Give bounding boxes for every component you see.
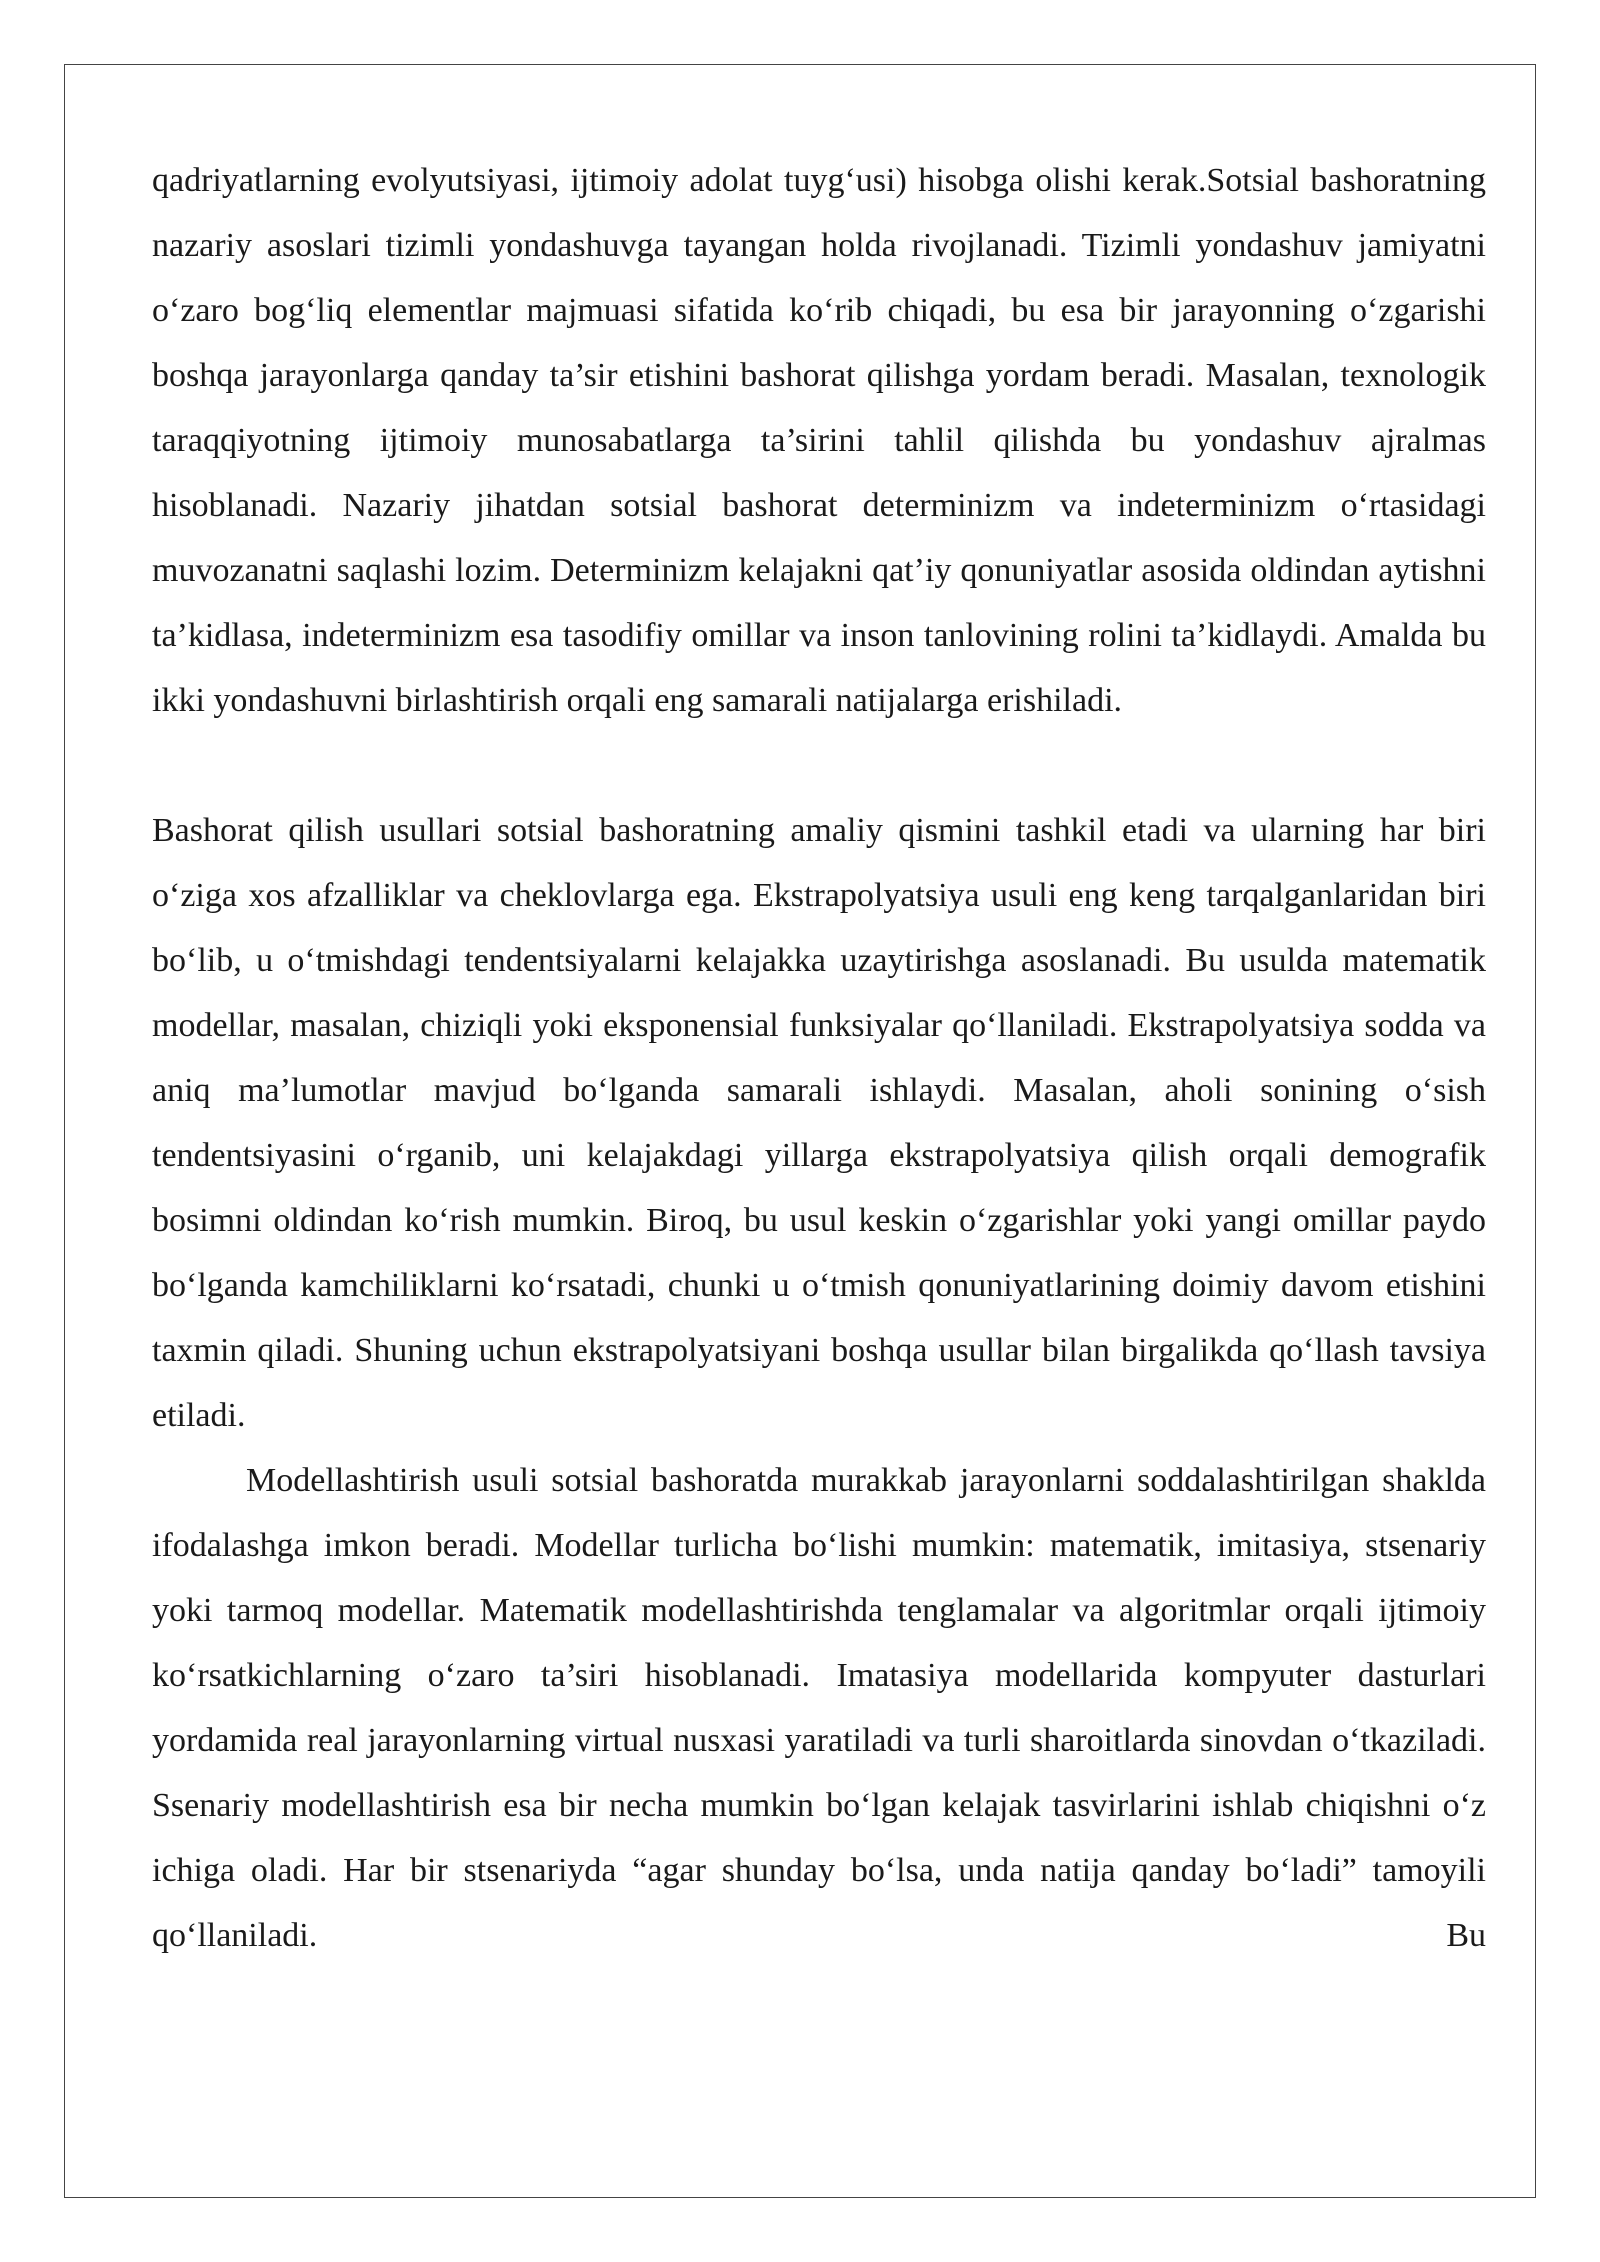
document-body bbox=[152, 148, 1486, 1968]
paragraph-2: Bashorat qilish usullari sotsial bashoratning amaliy qismini tashkil etadi va ularning har biri o‘ziga xos afzalliklar va cheklovlarga ega. Ekstrapolyatsiya usuli eng keng tarqalganlaridan biri bo‘lib, u o‘tmishdagi tendentsiyalarni kelajakka uzaytirishga asoslanadi. Bu usulda matematik modellar, masalan, chiziqli yoki eksponensial funksiyalar qo‘llaniladi. Ekstrapolyatsiya sodda va aniq ma’lumotlar mavjud bo‘lganda samarali ishlaydi. Masalan, aholi sonining o‘sish tendentsiyasini o‘rganib, uni kelajakdagi yillarga ekstrapolyatsiya qilish orqali demografik bosimni oldindan ko‘rish mumkin. Biroq, bu usul keskin o‘zgarishlar yoki yangi omillar paydo bo‘lganda kamchiliklarni ko‘rsatadi, chunki u o‘tmish qonuniyatlarining doimiy davom etishini taxmin qiladi. Shuning uchun ekstrapolyatsiyani boshqa usullar bilan birgalikda qo‘llash tavsiya etiladi. bbox=[152, 812, 1486, 1434]
paragraph-3: Modellashtirish usuli sotsial bashoratda murakkab jarayonlarni soddalashtirilgan shaklda ifodalashga imkon beradi. Modellar turlicha bo‘lishi mumkin: matematik, imitasiya, stsenariy yoki tarmoq modellar. Matematik modellashtirishda tenglamalar va algoritmlar orqali ijtimoiy ko‘rsatkichlarning o‘zaro ta’siri hisoblanadi. Imatasiya modellarida kompyuter dasturlari yordamida real jarayonlarning virtual nusxasi yaratiladi va turli sharoitlarda sinovdan o‘tkaziladi. Ssenariy modellashtirish esa bir necha mumkin bo‘lgan kelajak tasvirlarini ishlab chiqishni o‘z ichiga oladi. Har bir stsenariyda “agar shunday bo‘lsa, unda natija qanday bo‘ladi” tamoyili qo‘llaniladi. Bu bbox=[152, 1462, 1486, 1954]
paragraph-1: qadriyatlarning evolyutsiyasi, ijtimoiy adolat tuyg‘usi) hisobga olishi kerak.Sotsial bashoratning nazariy asoslari tizimli yondashuvga tayangan holda rivojlanadi. Tizimli yondashuv jamiyatni o‘zaro bog‘liq elementlar majmuasi sifatida ko‘rib chiqadi, bu esa bir jarayonning o‘zgarishi boshqa jarayonlarga qanday ta’sir etishini bashorat qilishga yordam beradi. Masalan, texnologik taraqqiyotning ijtimoiy munosabatlarga ta’sirini tahlil qilishda bu yondashuv ajralmas hisoblanadi. Nazariy jihatdan sotsial bashorat determinizm va indeterminizm o‘rtasidagi muvozanatni saqlashi lozim. Determinizm kelajakni qat’iy qonuniyatlar asosida oldindan aytishni ta’kidlasa, indeterminizm esa tasodifiy omillar va inson tanlovining rolini ta’kidlaydi. Amalda bu ikki yondashuvni birlashtirish orqali eng samarali natijalarga erishiladi. bbox=[152, 162, 1486, 719]
